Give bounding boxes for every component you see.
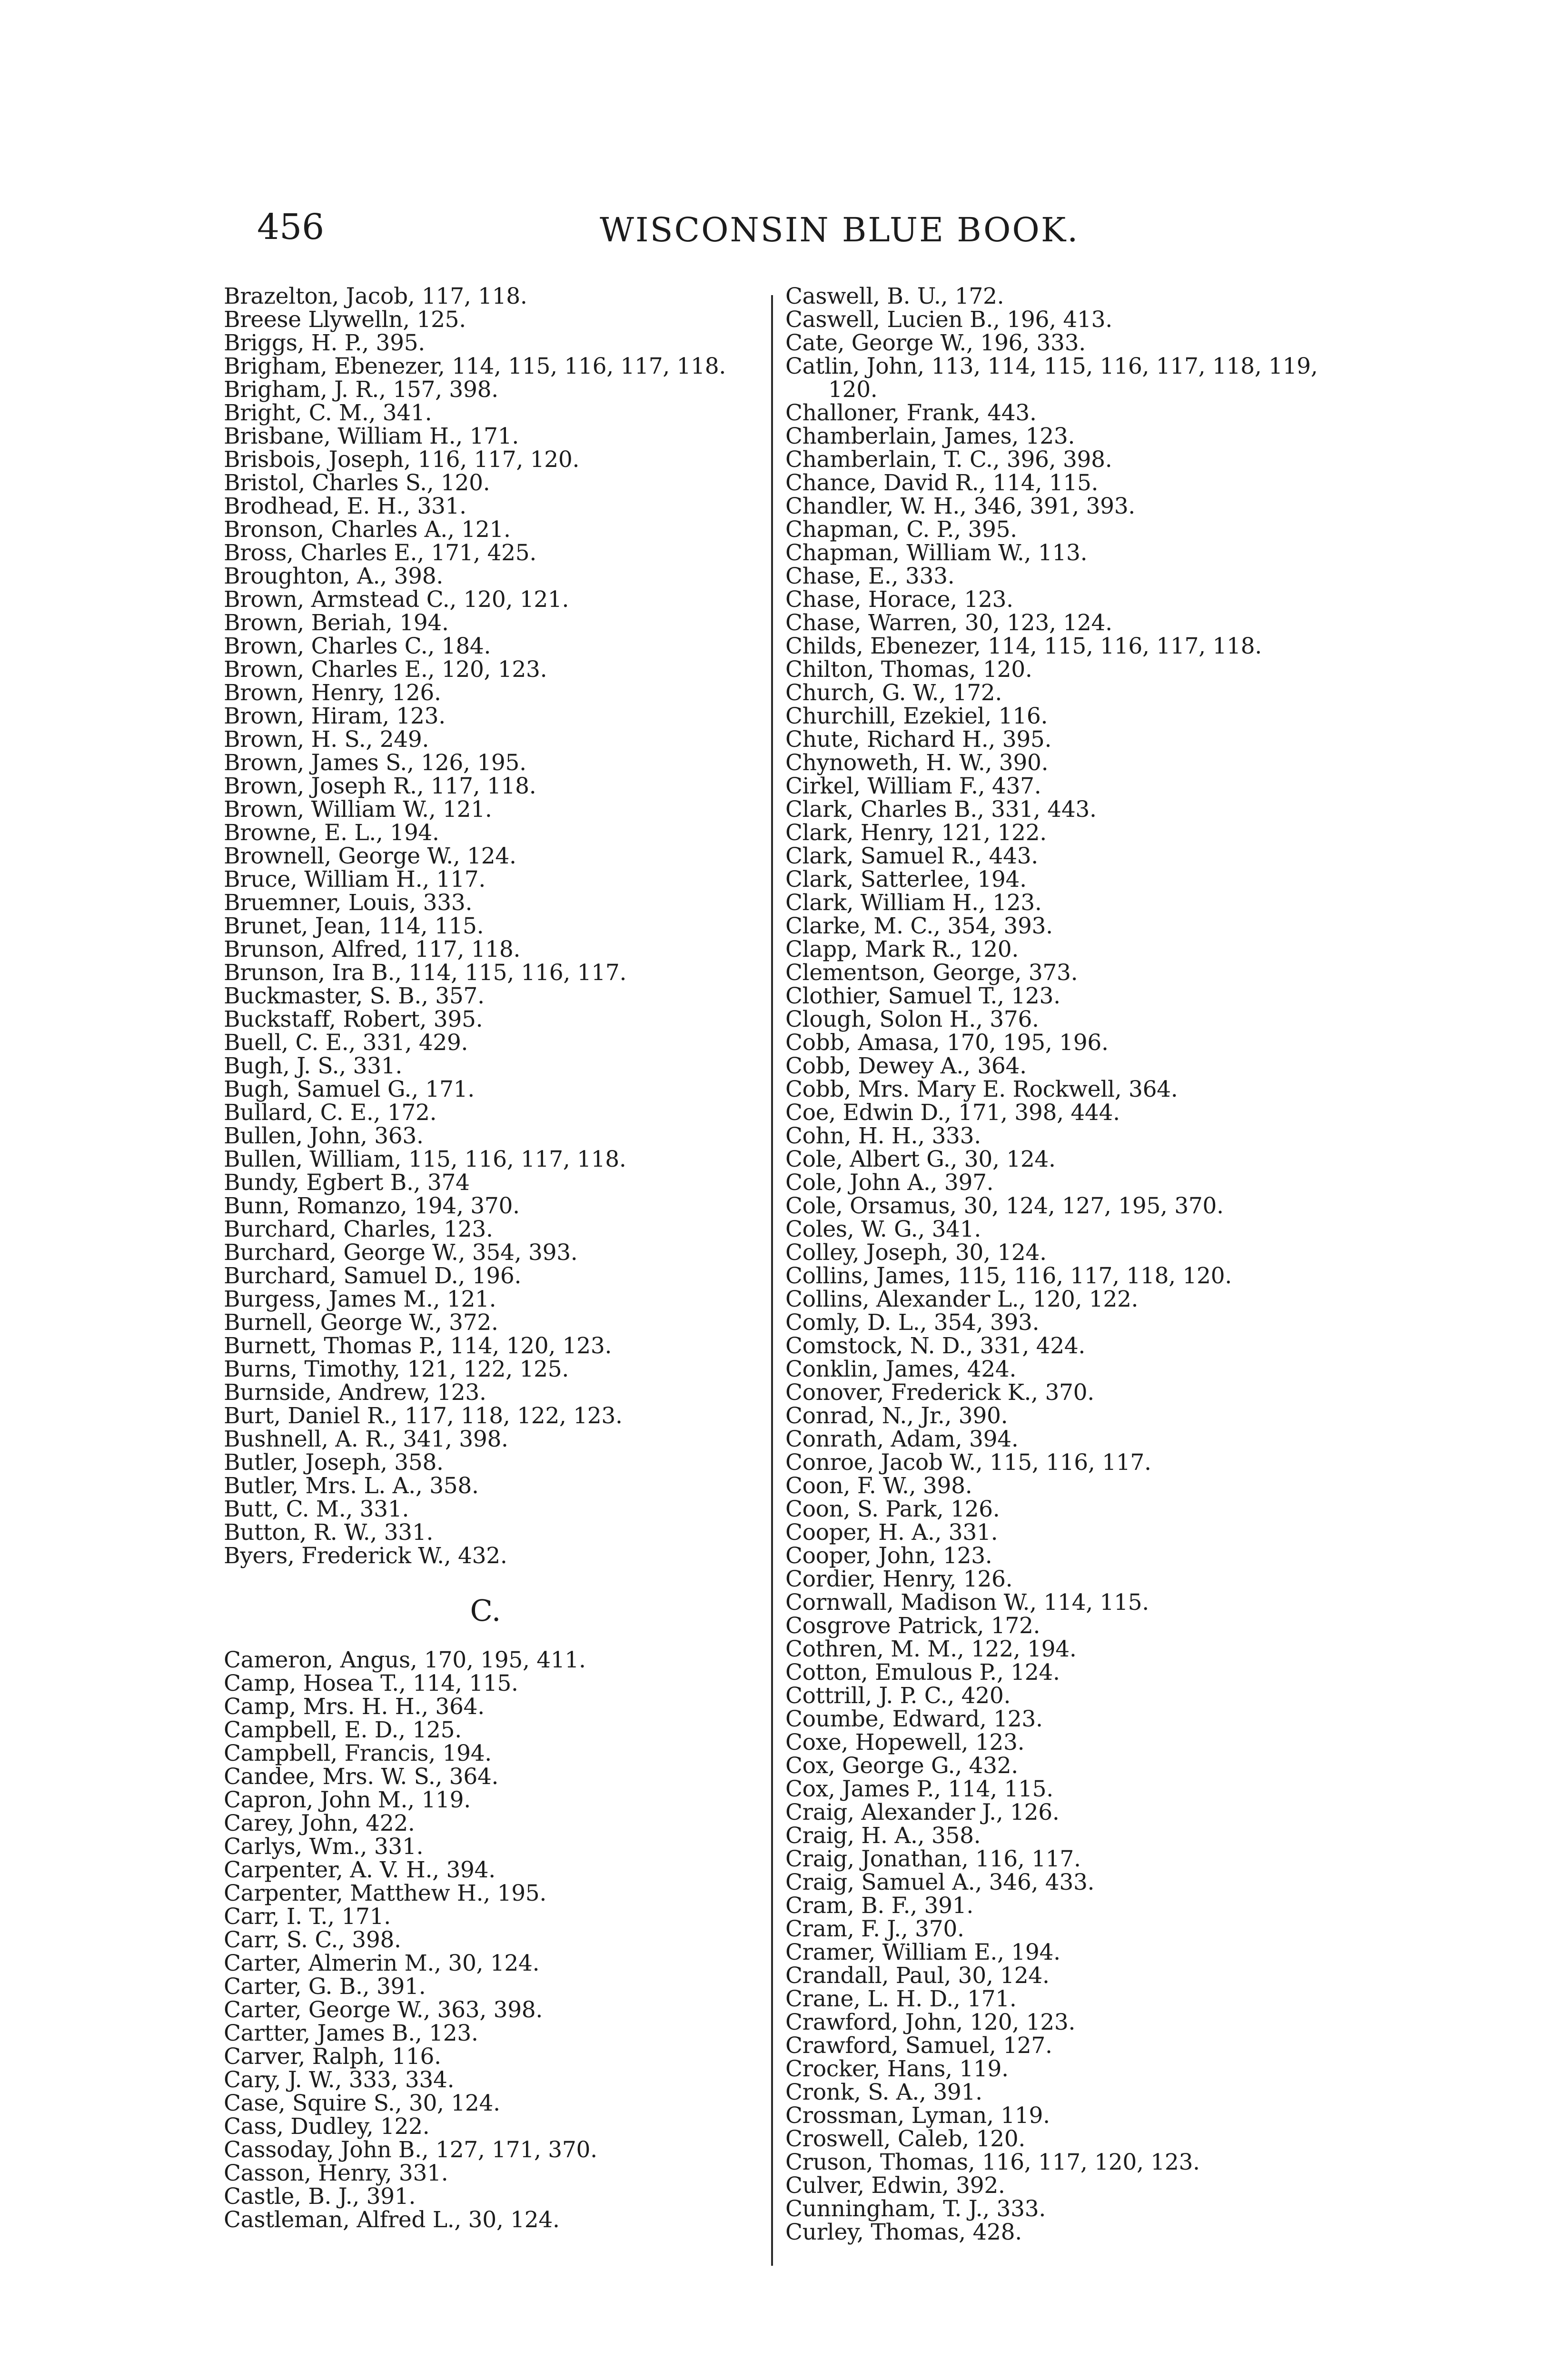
index-entry: Crossman, Lyman, 119.: [785, 2102, 1050, 2129]
index-entry: Carr, S. C., 398.: [224, 1927, 401, 1953]
index-entry: Comly, D. L., 354, 393.: [785, 1309, 1040, 1336]
index-entry: Bugh, Samuel G., 171.: [224, 1076, 475, 1102]
index-entry: Cosgrove Patrick, 172.: [785, 1613, 1041, 1639]
index-entry: Bross, Charles E., 171, 425.: [224, 540, 537, 566]
index-entry: Crane, L. H. D., 171.: [785, 1986, 1017, 2012]
index-entry: Clark, Henry, 121, 122.: [785, 820, 1047, 846]
index-entry: Burnell, George W., 372.: [224, 1309, 498, 1336]
index-entry: Bullen, John, 363.: [224, 1123, 424, 1149]
index-entry: Brownell, George W., 124.: [224, 843, 516, 869]
index-entry: Burnside, Andrew, 123.: [224, 1379, 486, 1406]
index-entry: Cordier, Henry, 126.: [785, 1566, 1013, 1592]
index-entry: Collins, Alexander L., 120, 122.: [785, 1286, 1139, 1312]
index-entry: Burchard, Charles, 123.: [224, 1216, 493, 1242]
index-entry: Churchill, Ezekiel, 116.: [785, 703, 1048, 729]
index-entry: Brown, H. S., 249.: [224, 726, 429, 753]
index-entry: Brown, William W., 121.: [224, 796, 492, 823]
index-entry: Cram, F. J., 370.: [785, 1916, 964, 1942]
index-entry: Chilton, Thomas, 120.: [785, 656, 1032, 683]
index-entry: Chamberlain, James, 123.: [785, 423, 1075, 449]
index-entry: Coles, W. G., 341.: [785, 1216, 981, 1242]
index-entry: Candee, Mrs. W. S., 364.: [224, 1764, 499, 1790]
index-entry: Cotton, Emulous P., 124.: [785, 1659, 1060, 1686]
index-entry: Burns, Timothy, 121, 122, 125.: [224, 1356, 569, 1382]
index-entry: Cox, James P., 114, 115.: [785, 1776, 1053, 1802]
index-entry: Comstock, N. D., 331, 424.: [785, 1333, 1086, 1359]
index-entry: Carver, Ralph, 116.: [224, 2043, 441, 2070]
left-column: [224, 285, 747, 2231]
index-entry: Butt, C. M., 331.: [224, 1496, 409, 1522]
index-entry: Carter, Almerin M., 30, 124.: [224, 1950, 540, 1976]
index-entry: Cram, B. F., 391.: [785, 1893, 973, 1919]
index-entry: Butler, Joseph, 358.: [224, 1449, 444, 1476]
index-entry: Craig, Jonathan, 116, 117.: [785, 1846, 1081, 1872]
index-entry: Bugh, J. S., 331.: [224, 1053, 403, 1079]
index-entry: Chase, Horace, 123.: [785, 586, 1013, 613]
index-entry: Cornwall, Madison W., 114, 115.: [785, 1589, 1149, 1616]
index-entry: Burgess, James M., 121.: [224, 1286, 496, 1312]
index-entry: Coon, S. Park, 126.: [785, 1496, 1000, 1522]
index-entry: Childs, Ebenezer, 114, 115, 116, 117, 118.: [785, 633, 1262, 659]
index-entry: Broughton, A., 398.: [224, 563, 443, 589]
index-entry: Clark, Samuel R., 443.: [785, 843, 1038, 869]
page-number: 456: [257, 207, 325, 248]
index-entry: Cunningham, T. J., 333.: [785, 2196, 1046, 2222]
index-entry: Camp, Hosea T., 114, 115.: [224, 1670, 518, 1696]
index-entry: Coxe, Hopewell, 123.: [785, 1729, 1025, 1755]
index-entry: Chynoweth, H. W., 390.: [785, 750, 1049, 776]
index-entry: Burnett, Thomas P., 114, 120, 123.: [224, 1333, 612, 1359]
index-entry: Burchard, George W., 354, 393.: [224, 1240, 578, 1266]
index-entry: Chapman, C. P., 395.: [785, 516, 1017, 543]
index-entry: Cox, George G., 432.: [785, 1753, 1018, 1779]
index-entry: Catlin, John, 113, 114, 115, 116, 117, 118, 119,: [785, 353, 1318, 379]
section-letter-heading: C.: [470, 1593, 501, 1628]
index-entry: Cole, John A., 397.: [785, 1170, 994, 1196]
index-entry: Chance, David R., 114, 115.: [785, 470, 1099, 496]
index-entry: Case, Squire S., 30, 124.: [224, 2090, 500, 2116]
running-title: WISCONSIN BLUE BOOK.: [600, 210, 1080, 249]
index-entry: Carr, I. T., 171.: [224, 1904, 391, 1930]
index-entry: Chute, Richard H., 395.: [785, 726, 1052, 753]
index-entry: Conroe, Jacob W., 115, 116, 117.: [785, 1449, 1151, 1476]
index-entry: Brisbane, William H., 171.: [224, 423, 519, 449]
index-entry: Cary, J. W., 333, 334.: [224, 2067, 455, 2093]
index-entry: Burchard, Samuel D., 196.: [224, 1263, 522, 1289]
index-entry: Crawford, Samuel, 127.: [785, 2033, 1052, 2059]
index-entry: Cobb, Amasa, 170, 195, 196.: [785, 1030, 1109, 1056]
index-entry: Breese Llywelln, 125.: [224, 307, 466, 333]
index-entry: Campbell, Francis, 194.: [224, 1740, 492, 1766]
index-entry: Cate, George W., 196, 333.: [785, 330, 1086, 356]
index-entry: Clothier, Samuel T., 123.: [785, 983, 1060, 1009]
right-column: [785, 285, 1418, 2244]
index-entry: Carpenter, A. V. H., 394.: [224, 1857, 496, 1883]
index-entry: Clark, Charles B., 331, 443.: [785, 796, 1097, 823]
index-entry: Chamberlain, T. C., 396, 398.: [785, 446, 1112, 473]
index-entry: Brunson, Ira B., 114, 115, 116, 117.: [224, 960, 627, 986]
index-entry: Cottrill, J. P. C., 420.: [785, 1683, 1011, 1709]
index-entry: Clarke, M. C., 354, 393.: [785, 913, 1053, 939]
index-entry: Capron, John M., 119.: [224, 1787, 471, 1813]
index-entry: Carter, George W., 363, 398.: [224, 1997, 543, 2023]
index-entry: Clough, Solon H., 376.: [785, 1006, 1039, 1032]
index-entry: Cole, Albert G., 30, 124.: [785, 1146, 1056, 1172]
index-entry: Conrath, Adam, 394.: [785, 1426, 1019, 1452]
index-entry: Cameron, Angus, 170, 195, 411.: [224, 1647, 586, 1673]
index-entry: Clark, Satterlee, 194.: [785, 866, 1027, 892]
index-entry: Brown, Charles C., 184.: [224, 633, 491, 659]
index-entry: Bushnell, A. R., 341, 398.: [224, 1426, 508, 1452]
index-entry: Campbell, E. D., 125.: [224, 1717, 462, 1743]
index-entry: Craig, Alexander J., 126.: [785, 1799, 1060, 1825]
index-entry: Cronk, S. A., 391.: [785, 2079, 982, 2105]
index-entry: Buckmaster, S. B., 357.: [224, 983, 485, 1009]
index-entry: Cass, Dudley, 122.: [224, 2113, 430, 2140]
index-entry: Button, R. W., 331.: [224, 1519, 434, 1546]
index-entry: Coe, Edwin D., 171, 398, 444.: [785, 1100, 1120, 1126]
index-entry: Carlys, Wm., 331.: [224, 1834, 424, 1860]
index-entry: Cramer, William E., 194.: [785, 1939, 1060, 1965]
index-entry: Carpenter, Matthew H., 195.: [224, 1880, 547, 1906]
index-entry: Carey, John, 422.: [224, 1810, 415, 1836]
index-entry: Culver, Edwin, 392.: [785, 2172, 1005, 2199]
index-entry: Cole, Orsamus, 30, 124, 127, 195, 370.: [785, 1193, 1224, 1219]
index-entry: Chase, Warren, 30, 123, 124.: [785, 610, 1112, 636]
index-entry: Bunn, Romanzo, 194, 370.: [224, 1193, 520, 1219]
index-entry: Casson, Henry, 331.: [224, 2160, 448, 2186]
index-entry: Cooper, H. A., 331.: [785, 1519, 998, 1546]
index-entry: Collins, James, 115, 116, 117, 118, 120.: [785, 1263, 1232, 1289]
index-entry: Burt, Daniel R., 117, 118, 122, 123.: [224, 1403, 623, 1429]
index-entry: Chase, E., 333.: [785, 563, 955, 589]
index-entry: Chandler, W. H., 346, 391, 393.: [785, 493, 1135, 519]
index-entry: Brown, Joseph R., 117, 118.: [224, 773, 536, 799]
index-entry: Coumbe, Edward, 123.: [785, 1706, 1043, 1732]
index-entry: Bruemner, Louis, 333.: [224, 890, 473, 916]
index-entry: Castle, B. J., 391.: [224, 2183, 416, 2210]
index-entry: Brown, Hiram, 123.: [224, 703, 446, 729]
index-entry: Brazelton, Jacob, 117, 118.: [224, 283, 527, 309]
index-entry: Cruson, Thomas, 116, 117, 120, 123.: [785, 2149, 1200, 2175]
index-entry: Brunson, Alfred, 117, 118.: [224, 936, 521, 962]
index-entry: Challoner, Frank, 443.: [785, 400, 1037, 426]
index-entry: Croswell, Caleb, 120.: [785, 2126, 1025, 2152]
index-entry: Cooper, John, 123.: [785, 1543, 992, 1569]
index-entry: Buell, C. E., 331, 429.: [224, 1030, 468, 1056]
index-entry: Crocker, Hans, 119.: [785, 2056, 1009, 2082]
index-entry: Clementson, George, 373.: [785, 960, 1078, 986]
index-entry: Church, G. W., 172.: [785, 680, 1002, 706]
index-entry: Buckstaff, Robert, 395.: [224, 1006, 483, 1032]
index-entry: Cobb, Mrs. Mary E. Rockwell, 364.: [785, 1076, 1178, 1102]
index-entry: Clapp, Mark R., 120.: [785, 936, 1019, 962]
index-entry: Coon, F. W., 398.: [785, 1473, 972, 1499]
index-entry: Clark, William H., 123.: [785, 890, 1042, 916]
index-entry: Bristol, Charles S., 120.: [224, 470, 490, 496]
index-entry: Curley, Thomas, 428.: [785, 2219, 1022, 2245]
index-entry: Colley, Joseph, 30, 124.: [785, 1240, 1047, 1266]
index-entry: Cobb, Dewey A., 364.: [785, 1053, 1027, 1079]
index-entry: Browne, E. L., 194.: [224, 820, 439, 846]
index-entry: Craig, H. A., 358.: [785, 1823, 981, 1849]
index-entry: 120.: [828, 377, 878, 403]
index-entry: Cassoday, John B., 127, 171, 370.: [224, 2137, 597, 2163]
index-entry: Brisbois, Joseph, 116, 117, 120.: [224, 446, 580, 473]
index-entry: Castleman, Alfred L., 30, 124.: [224, 2207, 560, 2233]
index-entry: Cirkel, William F., 437.: [785, 773, 1041, 799]
index-entry: Brown, Henry, 126.: [224, 680, 441, 706]
index-entry: Brown, James S., 126, 195.: [224, 750, 526, 776]
index-entry: Camp, Mrs. H. H., 364.: [224, 1694, 485, 1720]
index-entry: Brigham, Ebenezer, 114, 115, 116, 117, 118.: [224, 353, 726, 379]
index-entry: Chapman, William W., 113.: [785, 540, 1088, 566]
index-entry: Cartter, James B., 123.: [224, 2020, 478, 2046]
index-entry: Bruce, William H., 117.: [224, 866, 486, 892]
index-entry: Byers, Frederick W., 432.: [224, 1543, 507, 1569]
page-header: [257, 209, 1418, 262]
index-entry: Brodhead, E. H., 331.: [224, 493, 466, 519]
index-entry: Briggs, H. P., 395.: [224, 330, 425, 356]
index-entry: Conklin, James, 424.: [785, 1356, 1017, 1382]
index-entry: Bullard, C. E., 172.: [224, 1100, 437, 1126]
index-entry: Craig, Samuel A., 346, 433.: [785, 1869, 1095, 1895]
index-entry: Bronson, Charles A., 121.: [224, 516, 511, 543]
index-entry: Bullen, William, 115, 116, 117, 118.: [224, 1146, 626, 1172]
index-entry: Conover, Frederick K., 370.: [785, 1379, 1094, 1406]
index-entry: Brown, Armstead C., 120, 121.: [224, 586, 569, 613]
index-entry: Carter, G. B., 391.: [224, 1973, 426, 2000]
index-entry: Caswell, Lucien B., 196, 413.: [785, 307, 1112, 333]
index-entry: Brown, Beriah, 194.: [224, 610, 449, 636]
index-entry: Bright, C. M., 341.: [224, 400, 432, 426]
index-entry: Brigham, J. R., 157, 398.: [224, 377, 498, 403]
index-entry: Crandall, Paul, 30, 124.: [785, 1963, 1050, 1989]
index-entry: Cothren, M. M., 122, 194.: [785, 1636, 1077, 1662]
column-divider: [771, 295, 773, 2266]
index-entry: Brunet, Jean, 114, 115.: [224, 913, 484, 939]
index-entry: Brown, Charles E., 120, 123.: [224, 656, 547, 683]
index-entry: Crawford, John, 120, 123.: [785, 2009, 1076, 2035]
index-entry: Cohn, H. H., 333.: [785, 1123, 981, 1149]
index-entry: Conrad, N., Jr., 390.: [785, 1403, 1008, 1429]
index-entry: Caswell, B. U., 172.: [785, 283, 1004, 309]
index-entry: Butler, Mrs. L. A., 358.: [224, 1473, 479, 1499]
index-entry: Bundy, Egbert B., 374: [224, 1170, 470, 1196]
